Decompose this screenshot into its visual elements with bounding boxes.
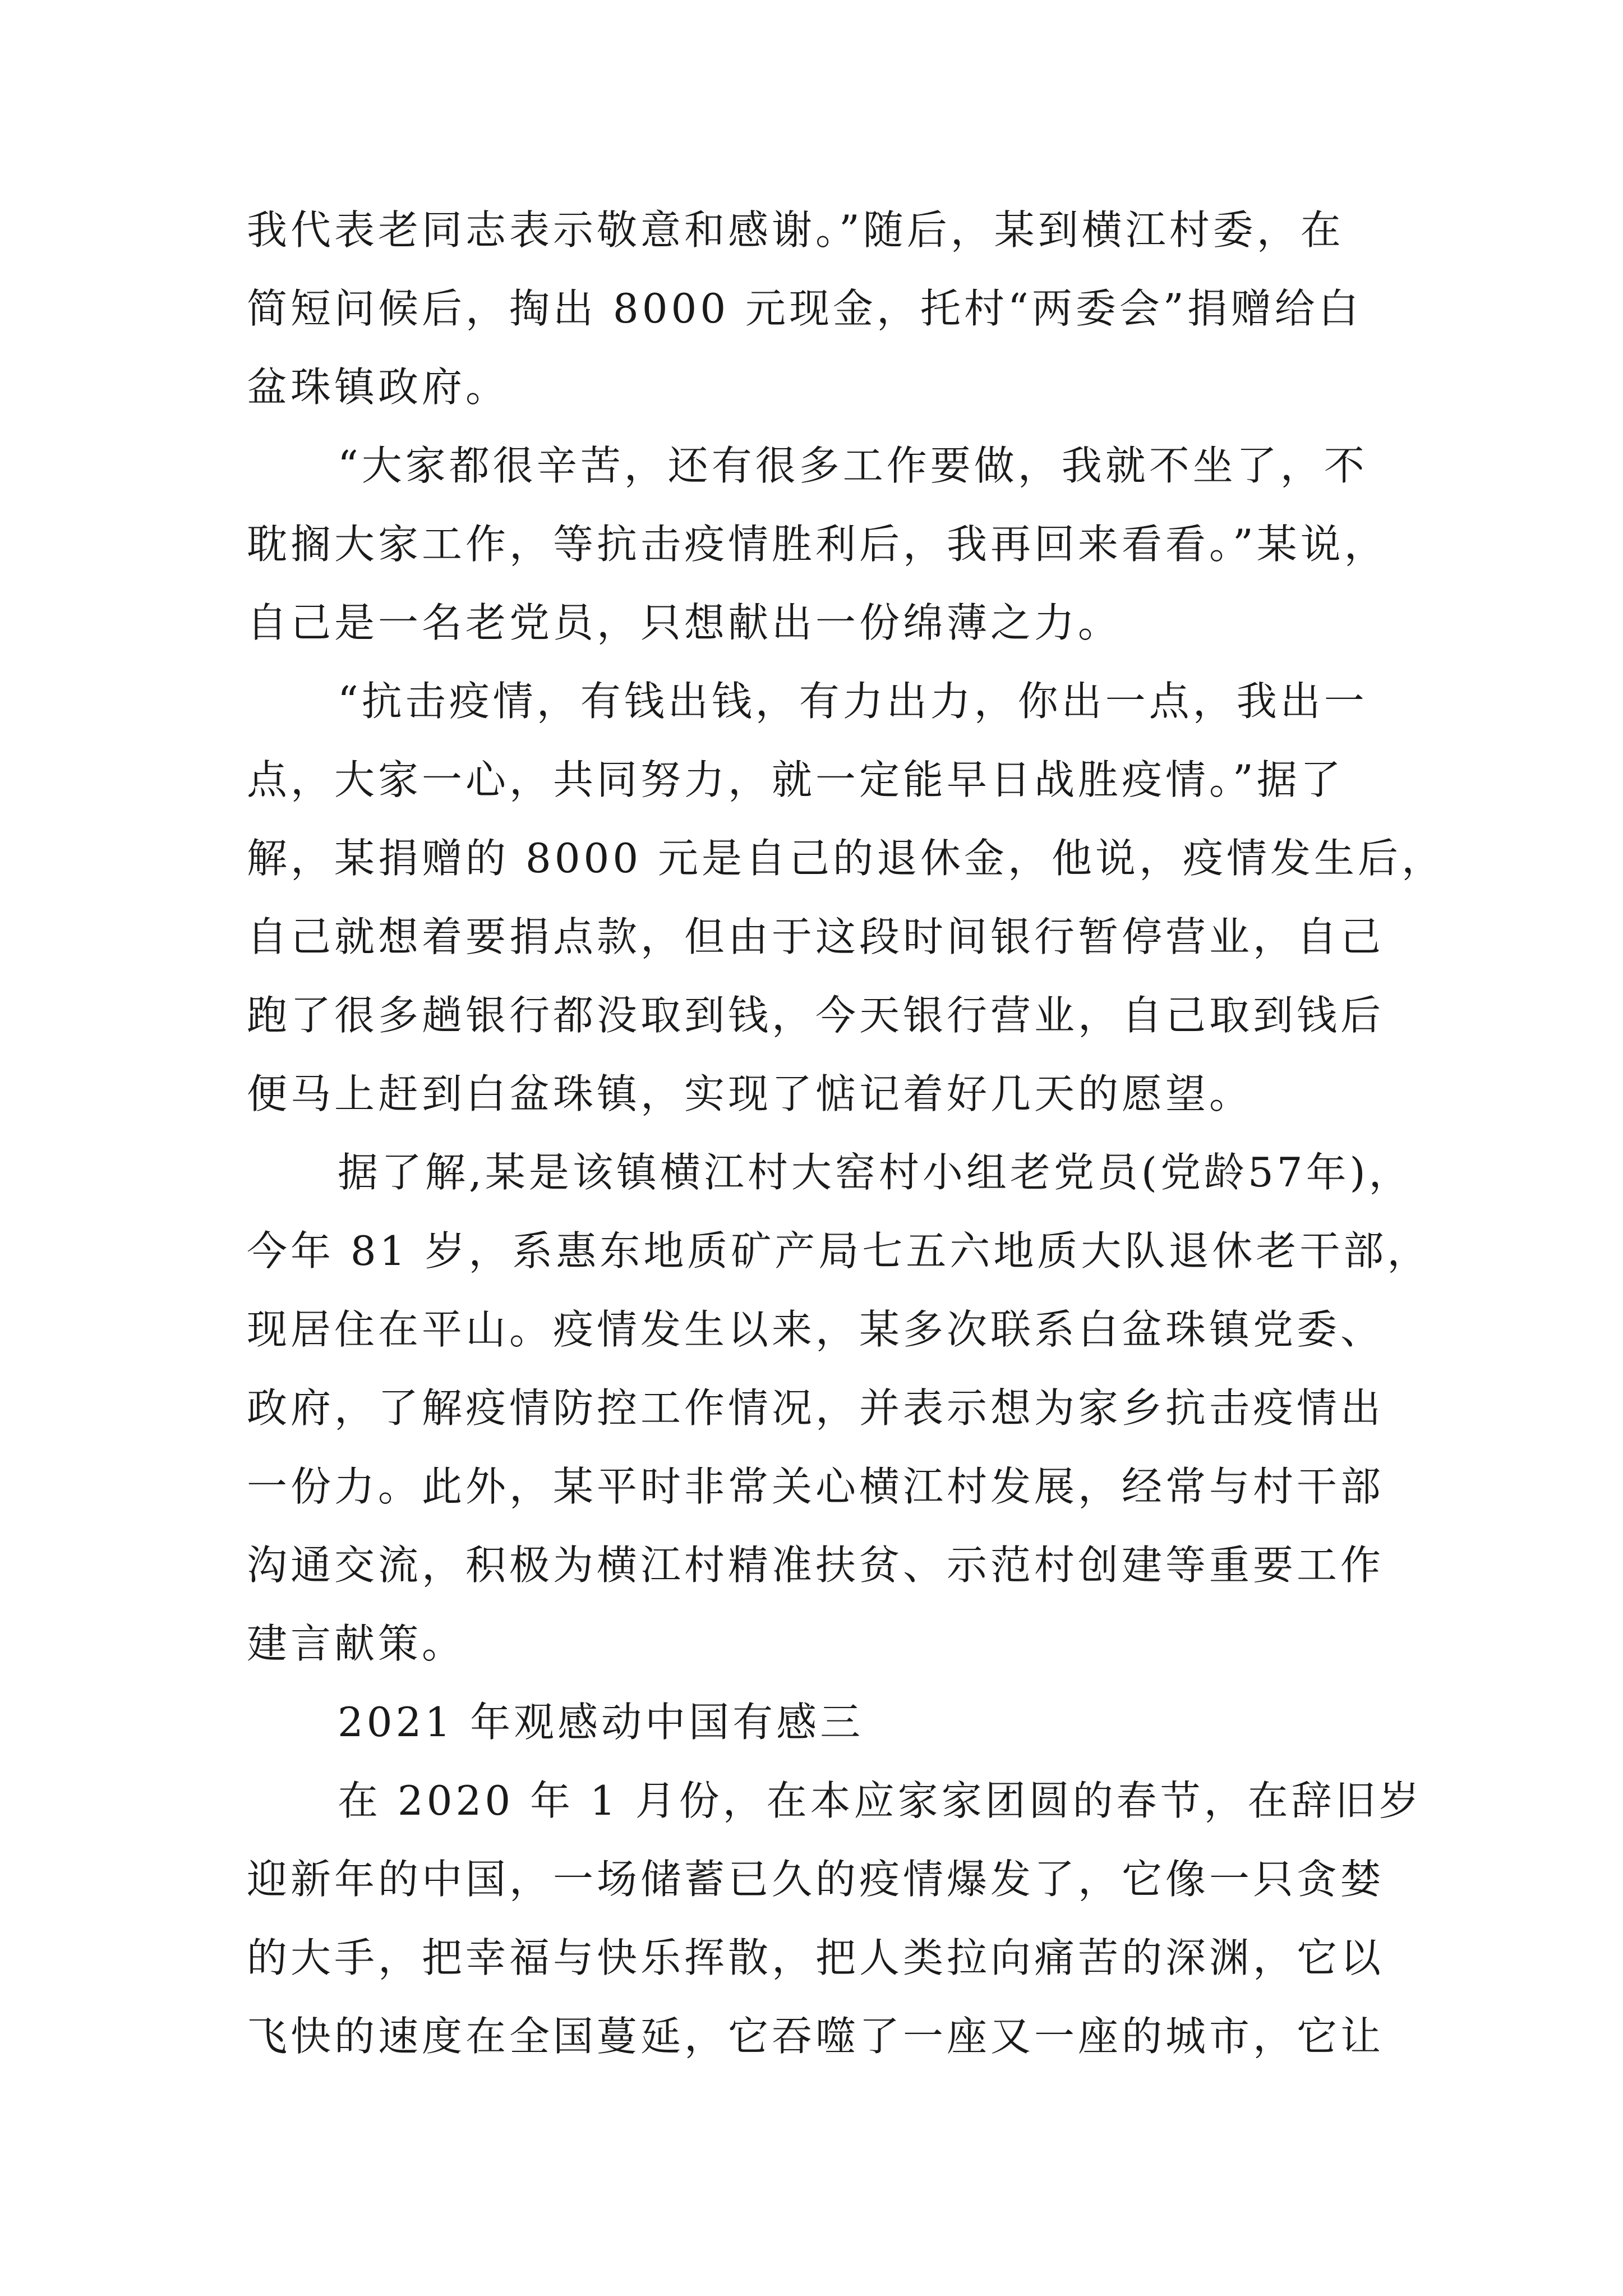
paragraph	[247, 662, 1446, 1133]
text-line: 自己就想着要捐点款，但由于这段时间银行暂停营业，自己	[247, 913, 1385, 960]
text-line: 我代表老同志表示敬意和感谢。”随后，某到横江村委，在	[247, 206, 1344, 254]
text-line: 便马上赶到白盆珠镇，实现了惦记着好几天的愿望。	[247, 1070, 1253, 1117]
paragraph	[247, 191, 1402, 426]
text-line: 迎新年的中国，一场储蓄已久的疫情爆发了，它像一只贪婪	[247, 1856, 1385, 1903]
text-line: 建言献策。	[247, 1620, 466, 1667]
text-line: 一份力。此外，某平时非常关心横江村发展，经常与村干部	[247, 1463, 1385, 1510]
text-line: 自己是一名老党员，只想献出一份绵薄之力。	[247, 599, 1122, 646]
text-line: 耽搁大家工作，等抗击疫情胜利后，我再回来看看。”某说，	[247, 521, 1388, 568]
text-line: 的大手，把幸福与快乐挥散，把人类拉向痛苦的深渊，它以	[247, 1934, 1385, 1981]
text-line: 简短问候后，掏出 8000 元现金，托村“两委会”捐赠给白	[247, 285, 1362, 332]
text-line: 政府，了解疫情防控工作情况，并表示想为家乡抗击疫情出	[247, 1384, 1385, 1432]
paragraph	[247, 1761, 1423, 2076]
text-line: 沟通交流，积极为横江村精准扶贫、示范村创建等重要工作	[247, 1542, 1385, 1589]
paragraph	[247, 1133, 1431, 1683]
text-line: “抗击疫情，有钱出钱，有力出力，你出一点，我出一	[338, 678, 1368, 725]
text-line: 据了解,某是该镇横江村大窑村小组老党员(党龄57年)，	[338, 1149, 1413, 1196]
text-line: 现居住在平山。疫情发生以来，某多次联系白盆珠镇党委、	[247, 1306, 1385, 1353]
text-line: 解，某捐赠的 8000 元是自己的退休金，他说，疫情发生后，	[247, 835, 1446, 882]
heading-line: 2021 年观感动中国有感三	[338, 1699, 864, 1746]
text-line: 盆珠镇政府。	[247, 364, 510, 411]
paragraph	[247, 426, 1402, 662]
section-heading	[247, 1683, 1402, 1761]
text-line: 今年 81 岁，系惠东地质矿产局七五六地质大队退休老干部，	[247, 1227, 1431, 1274]
text-line: 在 2020 年 1 月份，在本应家家团圆的春节，在辞旧岁	[338, 1777, 1423, 1824]
text-line: “大家都很辛苦，还有很多工作要做，我就不坐了，不	[338, 442, 1368, 489]
document-page	[247, 191, 1446, 2076]
text-line: 点，大家一心，共同努力，就一定能早日战胜疫情。”据了	[247, 756, 1344, 803]
text-line: 跑了很多趟银行都没取到钱，今天银行营业，自己取到钱后	[247, 992, 1385, 1039]
text-line: 飞快的速度在全国蔓延，它吞噬了一座又一座的城市，它让	[247, 2013, 1385, 2060]
